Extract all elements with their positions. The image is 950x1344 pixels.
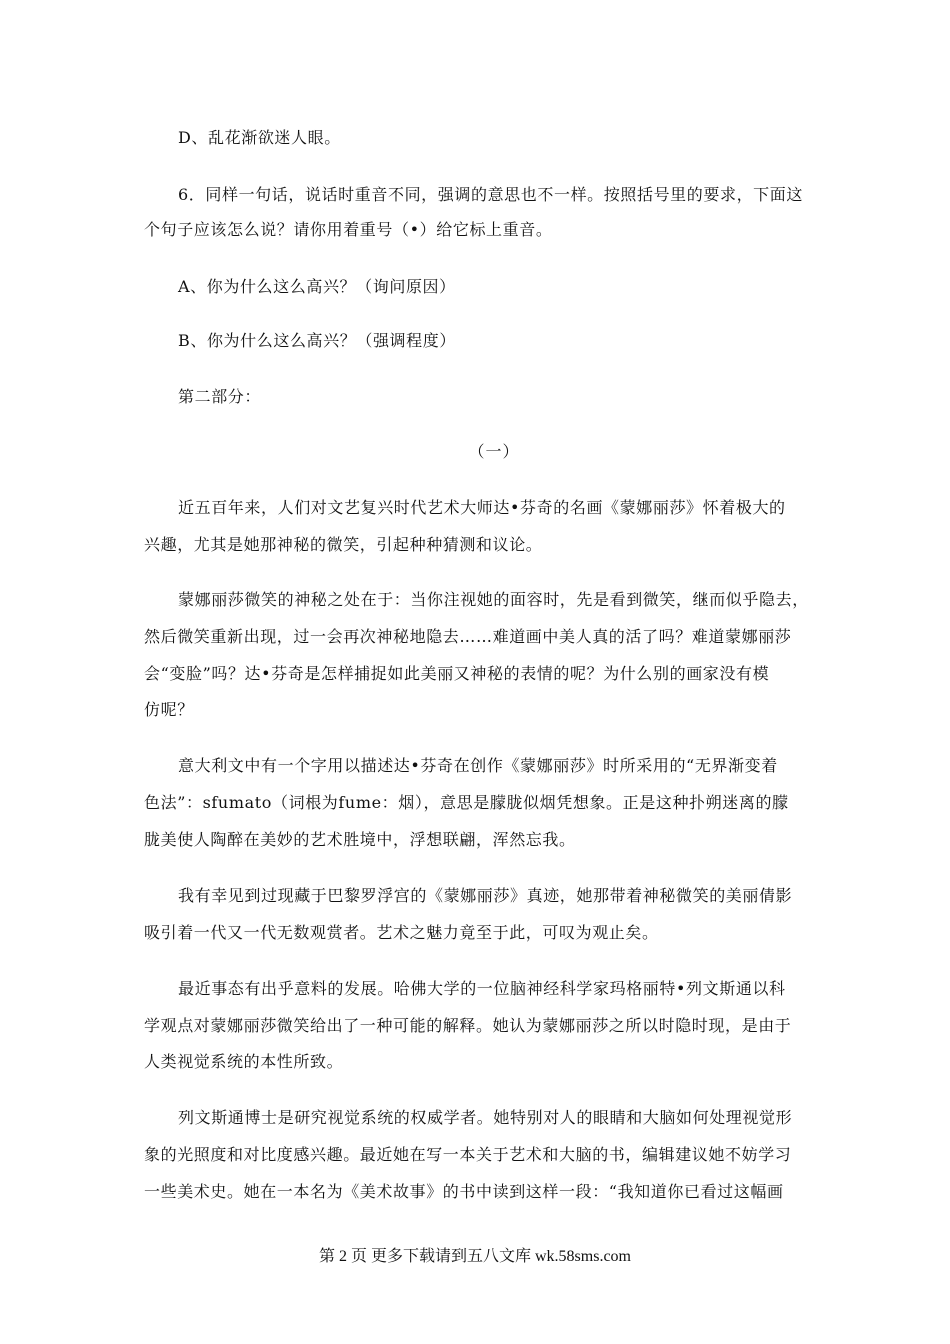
part-two-heading: 第二部分： [178,387,262,406]
page-footer: 第 2 页 更多下载请到五八文库 wk.58sms.com [318,1248,631,1265]
paragraph-2-line: 然后微笑重新出现，过一会再次神秘地隐去……难道画中美人真的活了吗？难道蒙娜丽莎 [144,627,792,646]
paragraph-2-line: 仿呢？ [144,700,194,719]
q5-option-d: D、乱花渐欲迷人眼。 [178,128,341,147]
paragraph-1-line: 近五百年来，人们对文艺复兴时代艺术大师达•芬奇的名画《蒙娜丽莎》怀着极大的 [178,498,786,517]
paragraph-2-line: 会“变脸”吗？达•芬奇是怎样捕捉如此美丽又神秘的表情的呢？为什么别的画家没有模 [144,664,770,683]
q6-text-line: 6．同样一句话，说话时重音不同，强调的意思也不一样。按照括号里的要求，下面这 [178,185,803,204]
paragraph-4-line: 我有幸见到过现藏于巴黎罗浮宫的《蒙娜丽莎》真迹，她那带着神秘微笑的美丽倩影 [178,886,793,905]
paragraph-3-line: 色法”：sfumato（词根为fume：烟），意思是朦胧似烟凭想象。正是这种扑朔迷离的朦 [144,793,789,812]
paragraph-2-line: 蒙娜丽莎微笑的神秘之处在于：当你注视她的面容时，先是看到微笑，继而似乎隐去， [178,590,809,609]
q6-option-b: B、你为什么这么高兴？（强调程度） [178,331,456,350]
paragraph-5-line: 最近事态有出乎意料的发展。哈佛大学的一位脑神经科学家玛格丽特•列文斯通以科 [178,979,786,998]
paragraph-1-line: 兴趣，尤其是她那神秘的微笑，引起种种猜测和议论。 [144,535,543,554]
paragraph-5-line: 学观点对蒙娜丽莎微笑给出了一种可能的解释。她认为蒙娜丽莎之所以时隐时现，是由于 [144,1016,792,1035]
paragraph-3-line: 胧美使人陶醉在美妙的艺术胜境中，浮想联翩，浑然忘我。 [144,830,576,849]
paragraph-6-line: 一些美术史。她在一本名为《美术故事》的书中读到这样一段：“我知道你已看过这幅画 [144,1182,784,1201]
section-one-heading: （一） [468,442,520,461]
paragraph-6-line: 列文斯通博士是研究视觉系统的权威学者。她特别对人的眼睛和大脑如何处理视觉形 [178,1108,793,1127]
paragraph-3-line: 意大利文中有一个字用以描述达•芬奇在创作《蒙娜丽莎》时所采用的“无界渐变着 [178,756,778,775]
q6-option-a: A、你为什么这么高兴？（询问原因） [178,277,456,296]
paragraph-4-line: 吸引着一代又一代无数观赏者。艺术之魅力竟至于此，可叹为观止矣。 [144,923,659,942]
paragraph-6-line: 象的光照度和对比度感兴趣。最近她在写一本关于艺术和大脑的书，编辑建议她不妨学习 [144,1145,792,1164]
paragraph-5-line: 人类视觉系统的本性所致。 [144,1052,344,1071]
q6-text-line: 个句子应该怎么说？请你用着重号（•）给它标上重音。 [144,220,553,239]
